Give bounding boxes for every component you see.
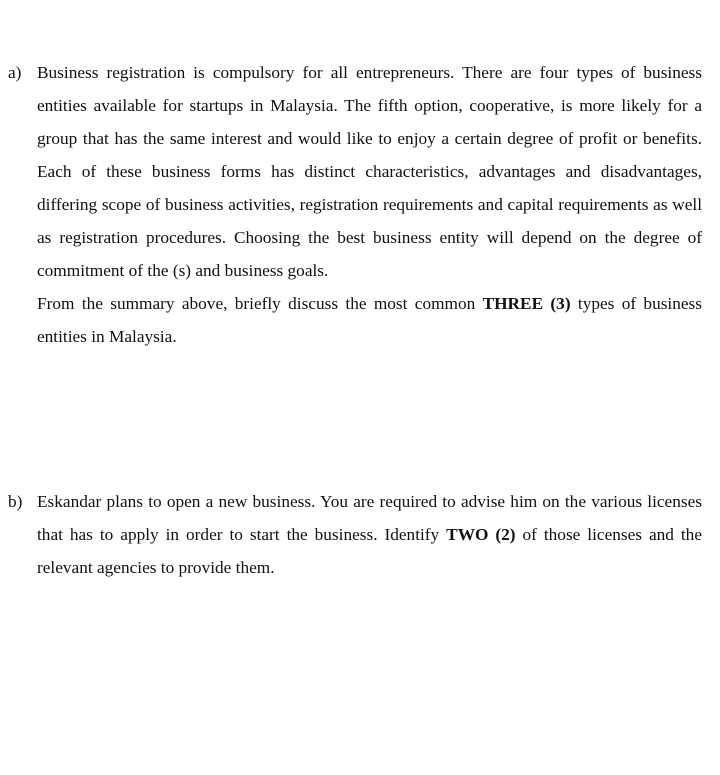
question-b-paragraph xyxy=(37,485,702,584)
question-a-paragraph: Business registration is compulsory for all entrepreneurs. There are four types of business entities available for startups in Malaysia. The fifth option, cooperative, is more likely for a group that has the same interest and would like to enjoy a certain degree of profit or benefits. Each of these business forms has distinct characteristics, advantages and disadvantages, differing scope of business activities, registration requirements and capital requirements as well as registration procedures. Choosing the best business entity will depend on the degree of commitment of the (s) and business goals. xyxy=(37,63,702,280)
question-b-text-start: Eskandar plans to open a new business. You are required to advise him on the various licenses that has to apply in order to start the business. Identify xyxy=(37,492,702,544)
instruction-text-start: From the summary above, briefly discuss the most common xyxy=(37,294,483,313)
question-b-label: b) xyxy=(8,492,23,511)
question-a-body xyxy=(37,56,702,353)
question-b xyxy=(0,485,720,584)
question-b-text-end: of those licenses and the relevant agencies to provide them. xyxy=(37,525,702,577)
question-a-instruction xyxy=(37,287,702,353)
instruction-emphasis: THREE (3) xyxy=(482,294,571,313)
question-b-body xyxy=(37,485,702,584)
instruction-text-end: types of business entities in Malaysia. xyxy=(37,294,702,346)
question-b-emphasis: TWO (2) xyxy=(446,525,516,544)
question-a-label: a) xyxy=(8,63,22,82)
question-a xyxy=(0,56,720,353)
